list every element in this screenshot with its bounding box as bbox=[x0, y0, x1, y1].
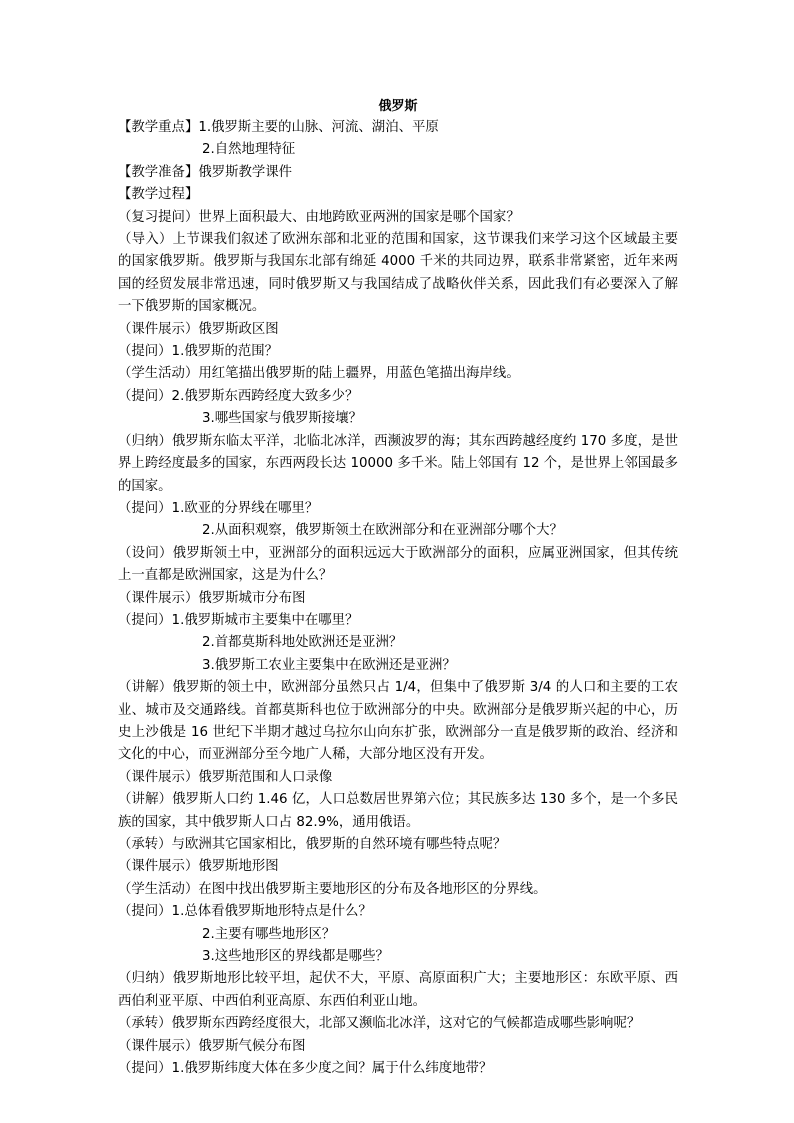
text-paragraph: （讲解）俄罗斯的领土中，欧洲部分虽然只占 1/4，但集中了俄罗斯 3/4 的人口和主要的工农业、城市及交通路线。首都莫斯科也位于欧洲部分的中央。欧洲部分是俄罗斯兴起的中心，历史上沙俄是 16 世纪下半期才越过乌拉尔山向东扩张，欧洲部分一直是俄罗斯的政治、经济和文化的中心，而亚洲部分至今地广人稀，大部分地区没有开发。 bbox=[118, 680, 678, 763]
text-paragraph: （归纳）俄罗斯地形比较平坦，起伏不大，平原、高原面积广大；主要地形区：东欧平原、西西伯利亚平原、中西伯利亚高原、东西伯利亚山地。 bbox=[118, 971, 678, 1009]
text-paragraph: （设问）俄罗斯领土中，亚洲部分的面积远远大于欧洲部分的面积，应属亚洲国家，但其传统上一直都是欧洲国家，这是为什么？ bbox=[118, 545, 678, 584]
text-line: （提问）1.欧亚的分界线在哪里？ bbox=[118, 500, 319, 516]
text-line: 3.哪些国家与俄罗斯接壤？ bbox=[202, 411, 363, 427]
text-line: 2.首都莫斯科地处欧洲还是亚洲？ bbox=[202, 635, 403, 651]
text-line: 2.从面积观察，俄罗斯领土在欧洲部分和在亚洲部分哪个大？ bbox=[202, 523, 563, 539]
document-body bbox=[118, 117, 678, 1080]
text-line: 【教学重点】1.俄罗斯主要的山脉、河流、湖泊、平原 bbox=[118, 120, 439, 135]
text-line: （提问）1.俄罗斯的范围？ bbox=[118, 344, 279, 360]
text-line: （提问）2.俄罗斯东西跨经度大致多少？ bbox=[118, 388, 359, 404]
text-line: （课件展示）俄罗斯地形图 bbox=[118, 859, 279, 875]
text-paragraph: （讲解）俄罗斯人口约 1.46 亿，人口总数居世界第六位；其民族多达 130 多个，是一个多民族的国家，其中俄罗斯人口占 82.9%，通用俄语。 bbox=[118, 792, 678, 830]
text-line: （课件展示）俄罗斯城市分布图 bbox=[118, 590, 306, 606]
document-page bbox=[118, 97, 678, 1080]
text-paragraph: （归纳）俄罗斯东临太平洋，北临北冰洋，西濒波罗的海；其东西跨越经度约 170 多度，是世界上跨经度最多的国家，东西两段长达 10000 多千米。陆上邻国有 12 个，是世界上邻国最多的国家。 bbox=[118, 433, 678, 494]
text-line: （承转）俄罗斯东西跨经度很大，北部又濒临北冰洋，这对它的气候都造成哪些影响呢？ bbox=[118, 1016, 641, 1032]
text-line: 2.主要有哪些地形区？ bbox=[202, 926, 336, 942]
text-line: 【教学准备】俄罗斯教学课件 bbox=[118, 164, 293, 180]
text-line: （提问）1.总体看俄罗斯地形特点是什么？ bbox=[118, 904, 372, 920]
text-line: 2.自然地理特征 bbox=[202, 142, 296, 158]
text-paragraph: （导入）上节课我们叙述了欧洲东部和北亚的范围和国家，这节课我们来学习这个区域最主要的国家俄罗斯。俄罗斯与我国东北部有绵延 4000 千米的共同边界，联系非常紧密，近年来两国的经贸发展非常迅速，同时俄罗斯又与我国结成了战略伙伴关系，因此我们有必要深入了解一下俄罗斯的国家概况。 bbox=[118, 232, 678, 315]
text-line: （课件展示）俄罗斯气候分布图 bbox=[118, 1038, 306, 1054]
text-line: （课件展示）俄罗斯政区图 bbox=[118, 321, 279, 337]
text-line: （承转）与欧洲其它国家相比，俄罗斯的自然环境有哪些特点呢？ bbox=[118, 837, 507, 852]
text-line: （学生活动）在图中找出俄罗斯主要地形区的分布及各地形区的分界线。 bbox=[118, 881, 547, 897]
text-line: 3.俄罗斯工农业主要集中在欧洲还是亚洲？ bbox=[202, 657, 456, 673]
text-line: （课件展示）俄罗斯范围和人口录像 bbox=[118, 769, 333, 785]
text-line: 3.这些地形区的界线都是哪些？ bbox=[202, 949, 389, 965]
document-title: 俄罗斯 bbox=[378, 99, 418, 114]
text-line: （提问）1.俄罗斯纬度大体在多少度之间？属于什么纬度地带？ bbox=[118, 1061, 493, 1077]
text-line: （学生活动）用红笔描出俄罗斯的陆上疆界，用蓝色笔描出海岸线。 bbox=[118, 366, 520, 382]
text-line: 【教学过程】 bbox=[118, 187, 199, 203]
text-line: （复习提问）世界上面积最大、由地跨欧亚两洲的国家是哪个国家？ bbox=[118, 209, 520, 225]
text-line: （提问）1.俄罗斯城市主要集中在哪里？ bbox=[118, 612, 359, 628]
